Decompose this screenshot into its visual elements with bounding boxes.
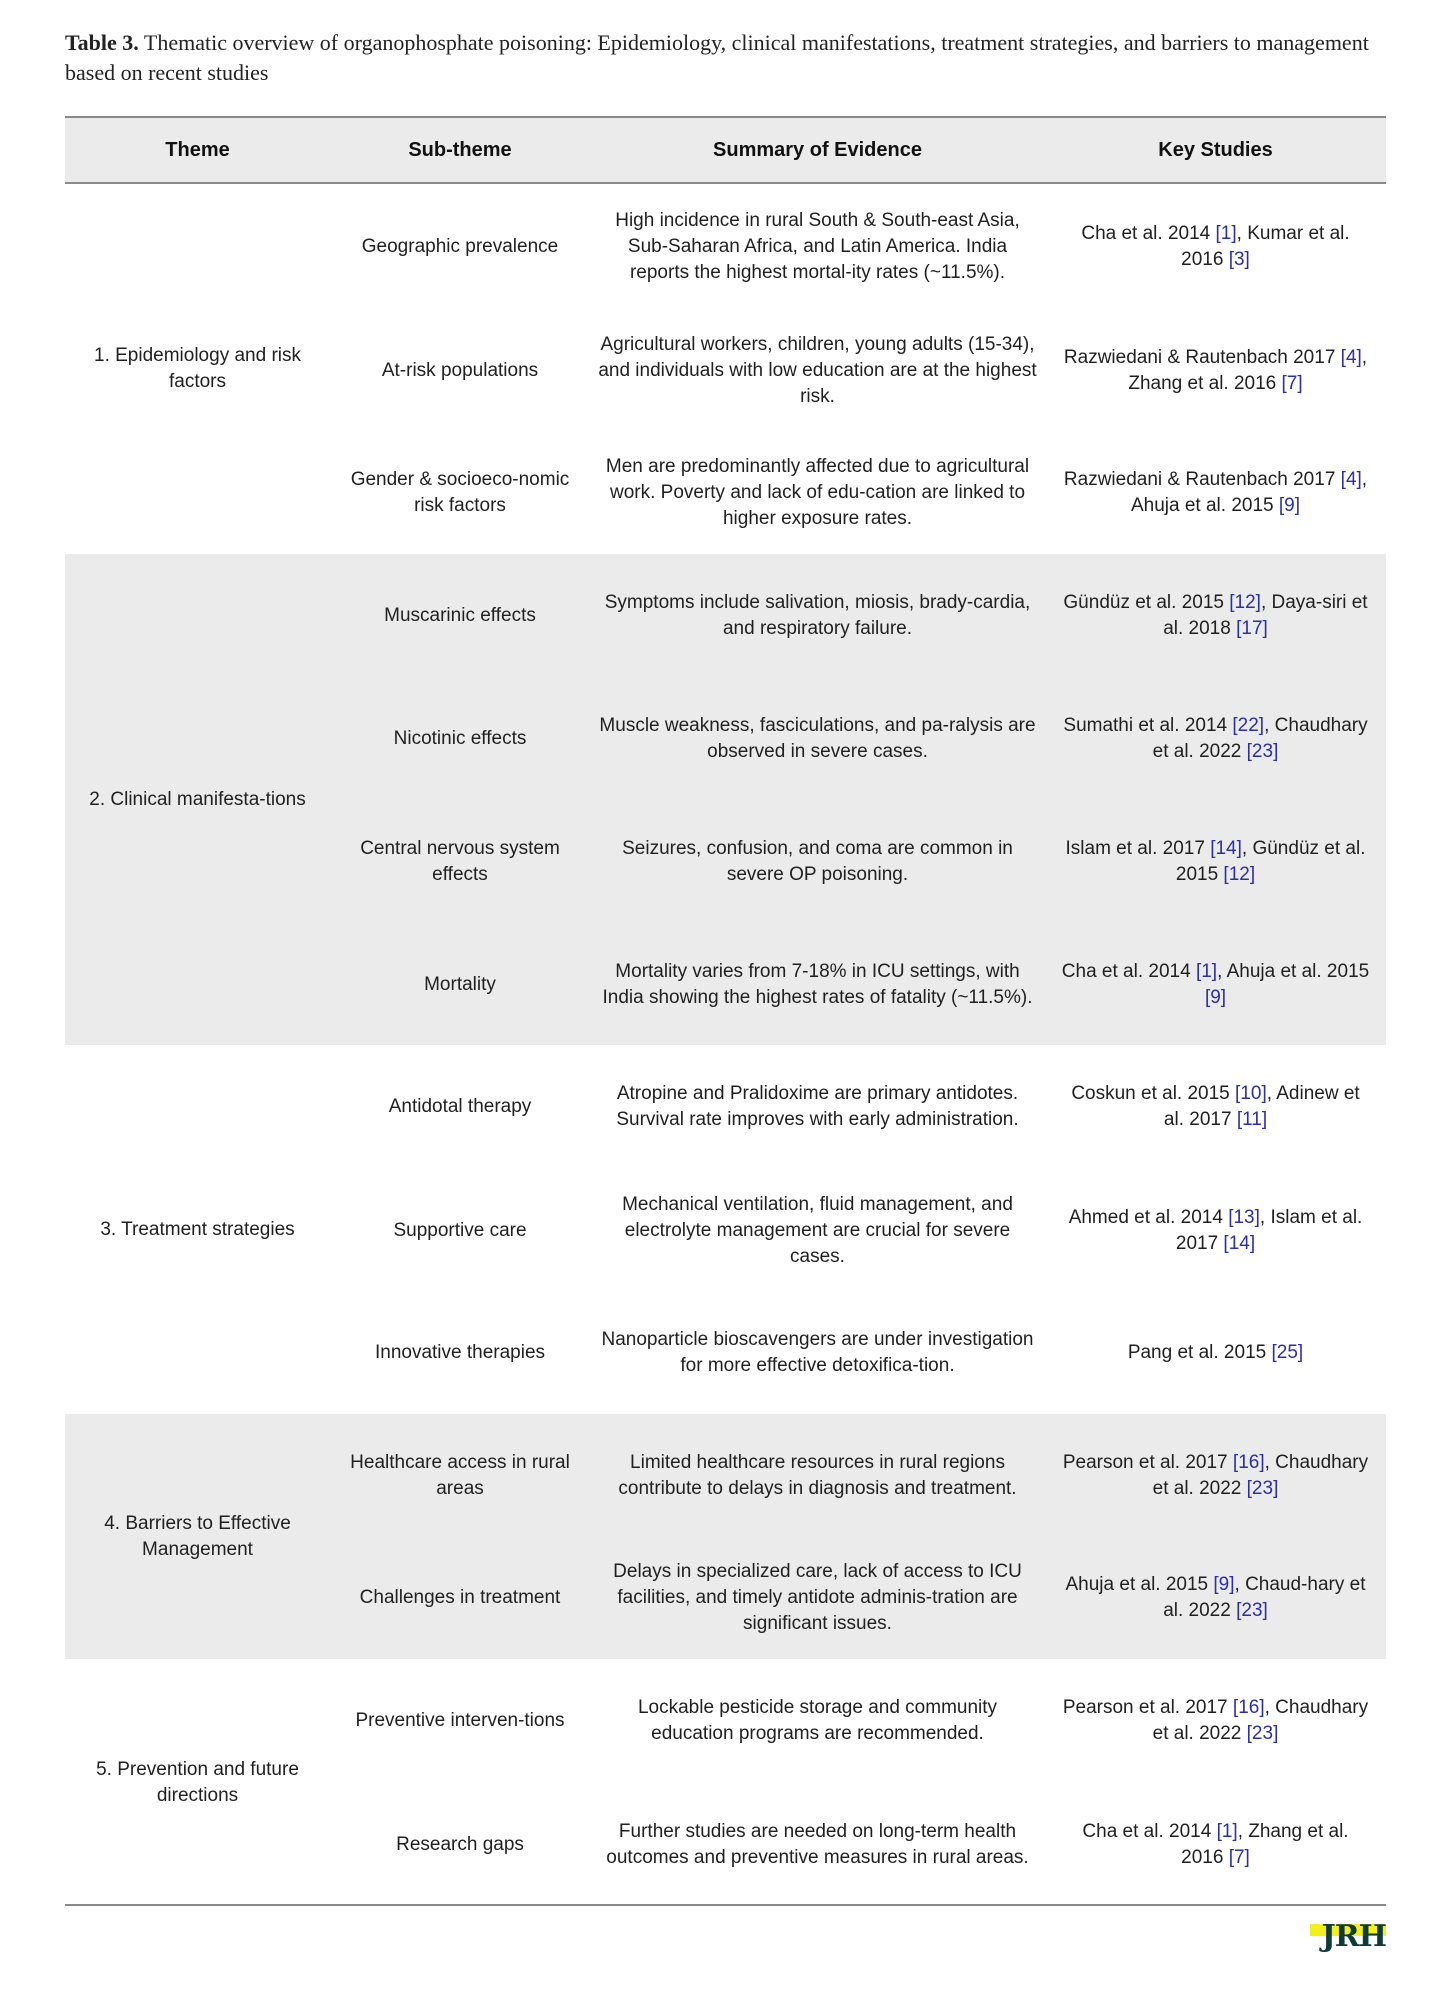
theme-cell: 3. Treatment strategies: [100, 1218, 295, 1240]
study-author: , Zhang et al. 2016: [1128, 347, 1368, 394]
table-row: [330, 310, 1386, 432]
subtheme-cell: Antidotal therapy: [388, 1096, 532, 1117]
citation-link[interactable]: [3]: [1228, 249, 1250, 270]
studies-text: [1059, 959, 1372, 1011]
studies-cell: [1045, 1572, 1386, 1624]
citation-link[interactable]: [22]: [1232, 715, 1265, 736]
subtheme-cell: Challenges in treatment: [359, 1587, 561, 1608]
summary-cell: Men are predominantly affected due to agricultural work. Poverty and lack of edu-cation are linked to higher exposure rates.: [605, 456, 1030, 529]
study-author: Pearson et al. 2017: [1062, 1451, 1233, 1473]
summary-cell: Muscle weakness, fasciculations, and pa-ralysis are observed in severe cases.: [599, 715, 1036, 762]
table-row: [330, 1045, 1386, 1169]
studies-cell: [1045, 1205, 1386, 1257]
citation-link[interactable]: [14]: [1210, 838, 1242, 859]
thematic-table: [65, 116, 1386, 1907]
studies-cell: [1045, 345, 1386, 397]
study-author: Pearson et al. 2017: [1062, 1697, 1233, 1718]
studies-cell: [1045, 959, 1386, 1011]
citation-link[interactable]: [17]: [1236, 618, 1268, 639]
study-author: , Kumar et al. 2016: [1181, 223, 1350, 270]
studies-text: [1059, 467, 1372, 519]
summary-cell: Further studies are needed on long-term health outcomes and preventive measures in rural areas.: [606, 1821, 1029, 1868]
table-row: [330, 1292, 1386, 1414]
theme-cell: 4. Barriers to Effective Management: [104, 1512, 291, 1560]
table-bottom-rule: [65, 1904, 1386, 1906]
studies-text: [1059, 1695, 1372, 1747]
subtheme-cell: Healthcare access in rural areas: [350, 1451, 570, 1499]
citation-link[interactable]: [16]: [1232, 1697, 1265, 1718]
study-author: , Zhang et al. 2016: [1181, 1821, 1349, 1868]
study-author: Cha et al. 2014: [1061, 960, 1196, 982]
summary-cell: Lockable pesticide storage and community education programs are recommended.: [637, 1697, 998, 1744]
subtheme-cell: Innovative therapies: [374, 1342, 546, 1363]
summary-cell: Delays in specialized care, lack of access to ICU facilities, and timely antidote adminis-tration are significant issues.: [613, 1561, 1022, 1634]
studies-cell: [1045, 1695, 1386, 1747]
subtheme-cell: Central nervous system effects: [360, 838, 560, 885]
caption-text: Thematic overview of organophosphate poisoning: Epidemiology, clinical manifestations, treatment strategies, and barriers to management based on recent studies: [65, 30, 1369, 85]
subtheme-cell: Preventive interven-tions: [355, 1710, 565, 1731]
summary-cell: High incidence in rural South & South-east Asia, Sub-Saharan Africa, and Latin America. India reports the highest mortal-ity rates (~11.5%).: [615, 210, 1020, 283]
citation-link[interactable]: [12]: [1223, 864, 1256, 885]
studies-text: [1128, 1340, 1303, 1366]
summary-cell: Mechanical ventilation, fluid management, and electrolyte management are crucial for severe cases.: [622, 1193, 1013, 1267]
theme-cell: 5. Prevention and future directions: [96, 1759, 299, 1806]
study-author: , Ahuja et al. 2015: [1217, 960, 1370, 982]
study-author: Pang et al. 2015: [1127, 1342, 1272, 1363]
study-author: Cha et al. 2014: [1081, 223, 1216, 244]
journal-logo-icon: JRH: [1310, 1922, 1386, 1952]
theme-cell: 1. Epidemiology and risk factors: [94, 345, 301, 392]
studies-cell: [1045, 1450, 1386, 1502]
study-author: Ahuja et al. 2015: [1065, 1574, 1214, 1595]
studies-text: [1059, 713, 1372, 765]
citation-link[interactable]: [9]: [1204, 986, 1227, 1008]
summary-cell: Agricultural workers, children, young adults (15-34), and individuals with low education are at the highest risk.: [598, 334, 1037, 407]
table-row: [330, 800, 1386, 924]
study-author: Razwiedani & Rautenbach 2017: [1063, 347, 1341, 368]
table-row: [330, 1783, 1386, 1907]
citation-link[interactable]: [23]: [1246, 1723, 1279, 1744]
table-row: [330, 184, 1386, 310]
study-author: , Gündüz et al. 2015: [1175, 838, 1366, 885]
study-author: , Adinew et al. 2017: [1163, 1083, 1360, 1130]
citation-link[interactable]: [14]: [1223, 1232, 1256, 1254]
study-author: Islam et al. 2017: [1065, 838, 1211, 859]
table-row: [330, 678, 1386, 800]
table-row: [330, 924, 1386, 1045]
citation-link[interactable]: [4]: [1340, 469, 1362, 490]
study-author: , Chaudhary et al. 2022: [1152, 715, 1368, 762]
study-author: , Ahuja et al. 2015: [1130, 469, 1368, 516]
studies-cell: [1045, 836, 1386, 888]
subtheme-cell: Supportive care: [393, 1219, 527, 1241]
citation-link[interactable]: [1]: [1215, 223, 1237, 244]
section-prevention: [65, 1659, 1386, 1907]
summary-cell: Mortality varies from 7-18% in ICU settings, with India showing the highest rates of fatality (~11.5%).: [602, 960, 1033, 1008]
citation-link[interactable]: [23]: [1246, 741, 1279, 762]
citation-link[interactable]: [11]: [1236, 1109, 1268, 1130]
citation-link[interactable]: [16]: [1232, 1451, 1265, 1473]
table-caption: [65, 28, 1390, 88]
study-author: , Chaudhary et al. 2022: [1152, 1697, 1369, 1744]
study-author: Sumathi et al. 2014: [1063, 715, 1233, 736]
studies-cell: [1045, 221, 1386, 273]
header-key-studies: Key Studies: [1158, 139, 1273, 161]
studies-cell: [1045, 590, 1386, 642]
citation-link[interactable]: [10]: [1235, 1083, 1267, 1104]
table-row: [330, 432, 1386, 554]
study-author: Cha et al. 2014: [1082, 1821, 1217, 1842]
citation-link[interactable]: [1]: [1216, 1821, 1238, 1842]
section-clinical-manifestations: [65, 554, 1386, 1045]
studies-text: [1059, 1450, 1372, 1502]
table-row: [330, 1537, 1386, 1659]
studies-cell: [1045, 1819, 1386, 1871]
citation-link[interactable]: [9]: [1278, 495, 1300, 516]
studies-text: [1059, 590, 1372, 642]
section-barriers: [65, 1414, 1386, 1659]
subtheme-cell: Gender & socioeco-nomic risk factors: [350, 469, 570, 516]
table-row: [330, 1659, 1386, 1783]
citation-link[interactable]: [12]: [1229, 592, 1261, 613]
subtheme-cell: Research gaps: [396, 1834, 524, 1855]
studies-text: [1059, 221, 1372, 273]
citation-link[interactable]: [23]: [1246, 1477, 1279, 1499]
summary-cell: Nanoparticle bioscavengers are under investigation for more effective detoxifica-tion.: [601, 1329, 1034, 1376]
section-epidemiology: [65, 184, 1386, 554]
section-treatment-strategies: [65, 1045, 1386, 1414]
studies-cell: [1045, 713, 1386, 765]
study-author: Razwiedani & Rautenbach 2017: [1063, 469, 1341, 490]
study-author: , Chaud-hary et al. 2022: [1163, 1574, 1366, 1621]
citation-link[interactable]: [4]: [1340, 347, 1362, 368]
study-author: Ahmed et al. 2014: [1068, 1206, 1229, 1228]
citation-link[interactable]: [13]: [1228, 1206, 1260, 1228]
study-author: , Chaudhary et al. 2022: [1152, 1451, 1369, 1499]
table-row: [330, 1414, 1386, 1537]
studies-text: [1059, 1819, 1372, 1871]
studies-cell: [1045, 1340, 1386, 1366]
studies-text: [1059, 1205, 1372, 1257]
study-author: Gündüz et al. 2015: [1063, 592, 1230, 613]
summary-cell: Atropine and Pralidoxime are primary antidotes. Survival rate improves with early administration.: [616, 1083, 1019, 1130]
caption-label: Table 3.: [65, 30, 139, 55]
study-author: , Daya-siri et al. 2018: [1163, 592, 1368, 639]
subtheme-cell: Geographic prevalence: [361, 236, 559, 257]
citation-link[interactable]: [23]: [1236, 1600, 1268, 1621]
summary-cell: Symptoms include salivation, miosis, brady-cardia, and respiratory failure.: [604, 592, 1031, 639]
subtheme-cell: Muscarinic effects: [384, 605, 536, 626]
study-author: , Islam et al. 2017: [1175, 1206, 1363, 1254]
theme-cell: 2. Clinical manifesta-tions: [89, 788, 306, 810]
table-header-row: [65, 116, 1386, 184]
citation-link[interactable]: [25]: [1271, 1342, 1304, 1363]
studies-text: [1059, 345, 1372, 397]
table-row: [330, 554, 1386, 678]
studies-cell: [1045, 1081, 1386, 1133]
citation-link[interactable]: [7]: [1228, 1847, 1250, 1868]
citation-link[interactable]: [1]: [1195, 960, 1218, 982]
table-row: [330, 1169, 1386, 1292]
studies-text: [1059, 1081, 1372, 1133]
subtheme-cell: At-risk populations: [381, 360, 539, 381]
header-summary: Summary of Evidence: [713, 139, 922, 161]
summary-cell: Limited healthcare resources in rural regions contribute to delays in diagnosis and treatment.: [618, 1451, 1017, 1499]
study-author: Coskun et al. 2015: [1071, 1083, 1236, 1104]
header-sub-theme: Sub-theme: [408, 139, 512, 161]
header-theme: Theme: [165, 139, 230, 161]
citation-link[interactable]: [7]: [1281, 373, 1303, 394]
subtheme-cell: Mortality: [424, 973, 496, 995]
studies-text: [1059, 836, 1372, 888]
summary-cell: Seizures, confusion, and coma are common in severe OP poisoning.: [622, 838, 1013, 885]
citation-link[interactable]: [9]: [1213, 1574, 1235, 1595]
studies-text: [1059, 1572, 1372, 1624]
studies-cell: [1045, 467, 1386, 519]
subtheme-cell: Nicotinic effects: [393, 728, 527, 749]
